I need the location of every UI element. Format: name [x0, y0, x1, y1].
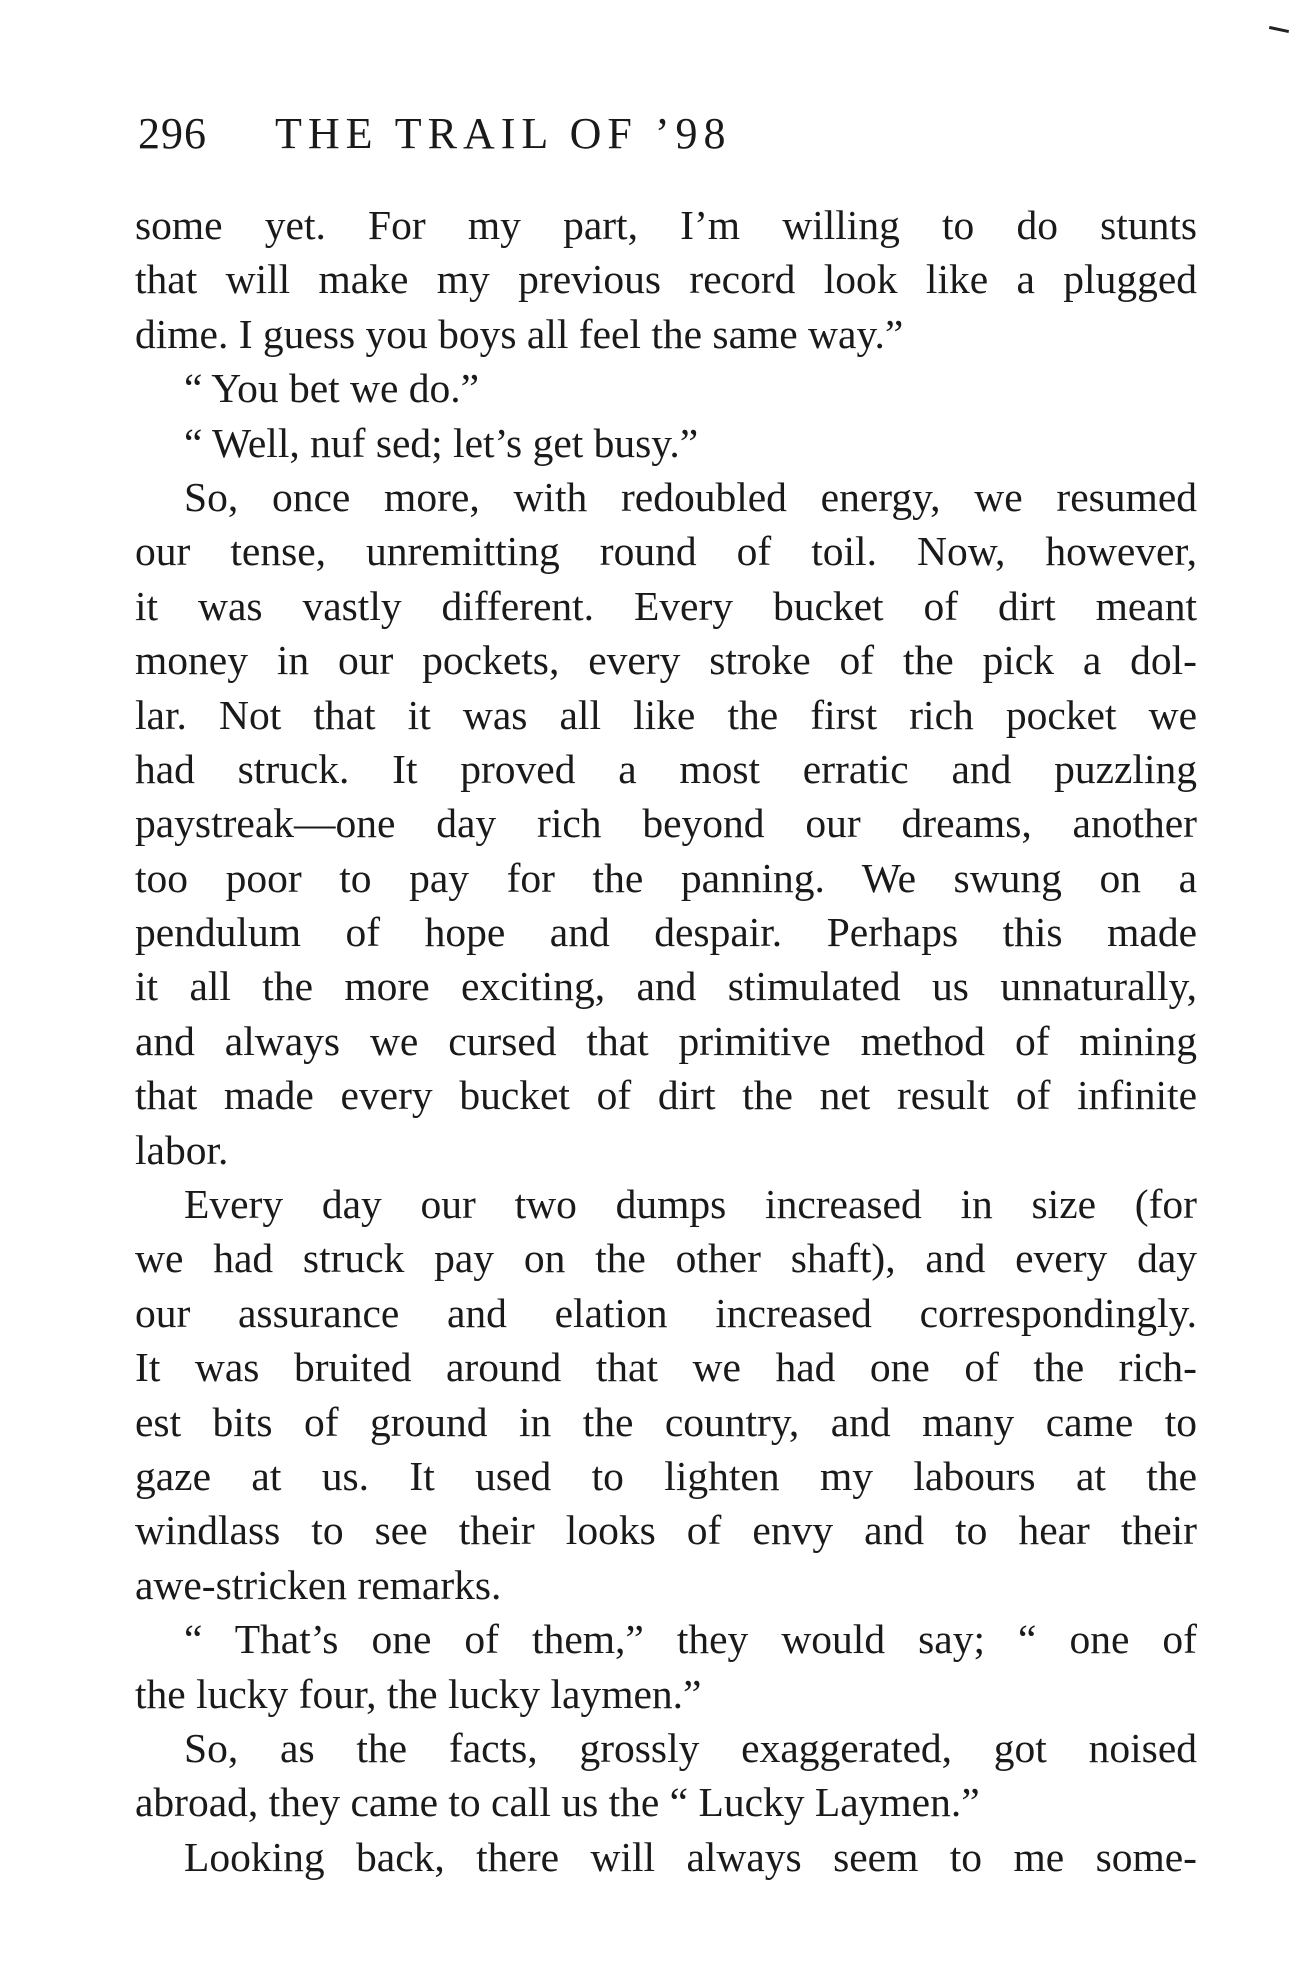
- text-line: labor.: [135, 1126, 229, 1173]
- text-line: windlass to see their looks of envy and to hear their: [135, 1507, 1197, 1554]
- body-text: [135, 198, 1197, 1884]
- text-line: had struck. It proved a most erratic and puzzling: [135, 745, 1197, 792]
- text-line: paystreak—one day rich beyond our dreams, another: [135, 800, 1197, 847]
- text-line: and always we cursed that primitive method of mining: [135, 1017, 1197, 1064]
- text-line: “ You bet we do.”: [184, 365, 480, 412]
- text-line: money in our pockets, every stroke of the pick a dol-: [135, 637, 1197, 684]
- running-title: THE TRAIL OF ’98: [275, 109, 732, 158]
- text-line: est bits of ground in the country, and many came to: [135, 1398, 1197, 1445]
- text-line: So, once more, with redoubled energy, we resumed: [184, 473, 1197, 520]
- text-line: our tense, unremitting round of toil. Now, however,: [135, 528, 1197, 575]
- text-line: So, as the facts, grossly exaggerated, got noised: [184, 1724, 1197, 1771]
- text-line: we had struck pay on the other shaft), and every day: [135, 1235, 1197, 1282]
- corner-scan-mark: [1269, 26, 1289, 33]
- text-line: pendulum of hope and despair. Perhaps this made: [135, 909, 1197, 956]
- text-line: the lucky four, the lucky laymen.”: [135, 1670, 702, 1717]
- text-line: that will make my previous record look like a plugged: [135, 256, 1197, 303]
- page-number: 296: [138, 109, 207, 158]
- text-line: “ Well, nuf sed; let’s get busy.”: [184, 419, 699, 466]
- text-line: it was vastly different. Every bucket of dirt meant: [135, 582, 1197, 629]
- text-line: it all the more exciting, and stimulated us unnaturally,: [135, 963, 1197, 1010]
- text-line: dime. I guess you boys all feel the same way.”: [135, 310, 904, 357]
- text-line: It was bruited around that we had one of the rich-: [135, 1344, 1197, 1391]
- text-line: lar. Not that it was all like the first rich pocket we: [135, 691, 1197, 738]
- text-line: some yet. For my part, I’m willing to do stunts: [135, 202, 1197, 248]
- text-line: that made every bucket of dirt the net result of infinite: [135, 1072, 1197, 1119]
- text-line: our assurance and elation increased correspondingly.: [135, 1289, 1197, 1336]
- text-line: Every day our two dumps increased in size (for: [184, 1181, 1197, 1228]
- text-line: Looking back, there will always seem to me some-: [184, 1833, 1197, 1880]
- text-line: awe-stricken remarks.: [135, 1561, 502, 1608]
- text-line: too poor to pay for the panning. We swung on a: [135, 854, 1197, 901]
- text-line: gaze at us. It used to lighten my labours at the: [135, 1452, 1197, 1499]
- running-head: [138, 108, 732, 158]
- text-line: “ That’s one of them,” they would say; “ one of: [184, 1616, 1197, 1663]
- text-line: abroad, they came to call us the “ Lucky Laymen.”: [135, 1779, 980, 1826]
